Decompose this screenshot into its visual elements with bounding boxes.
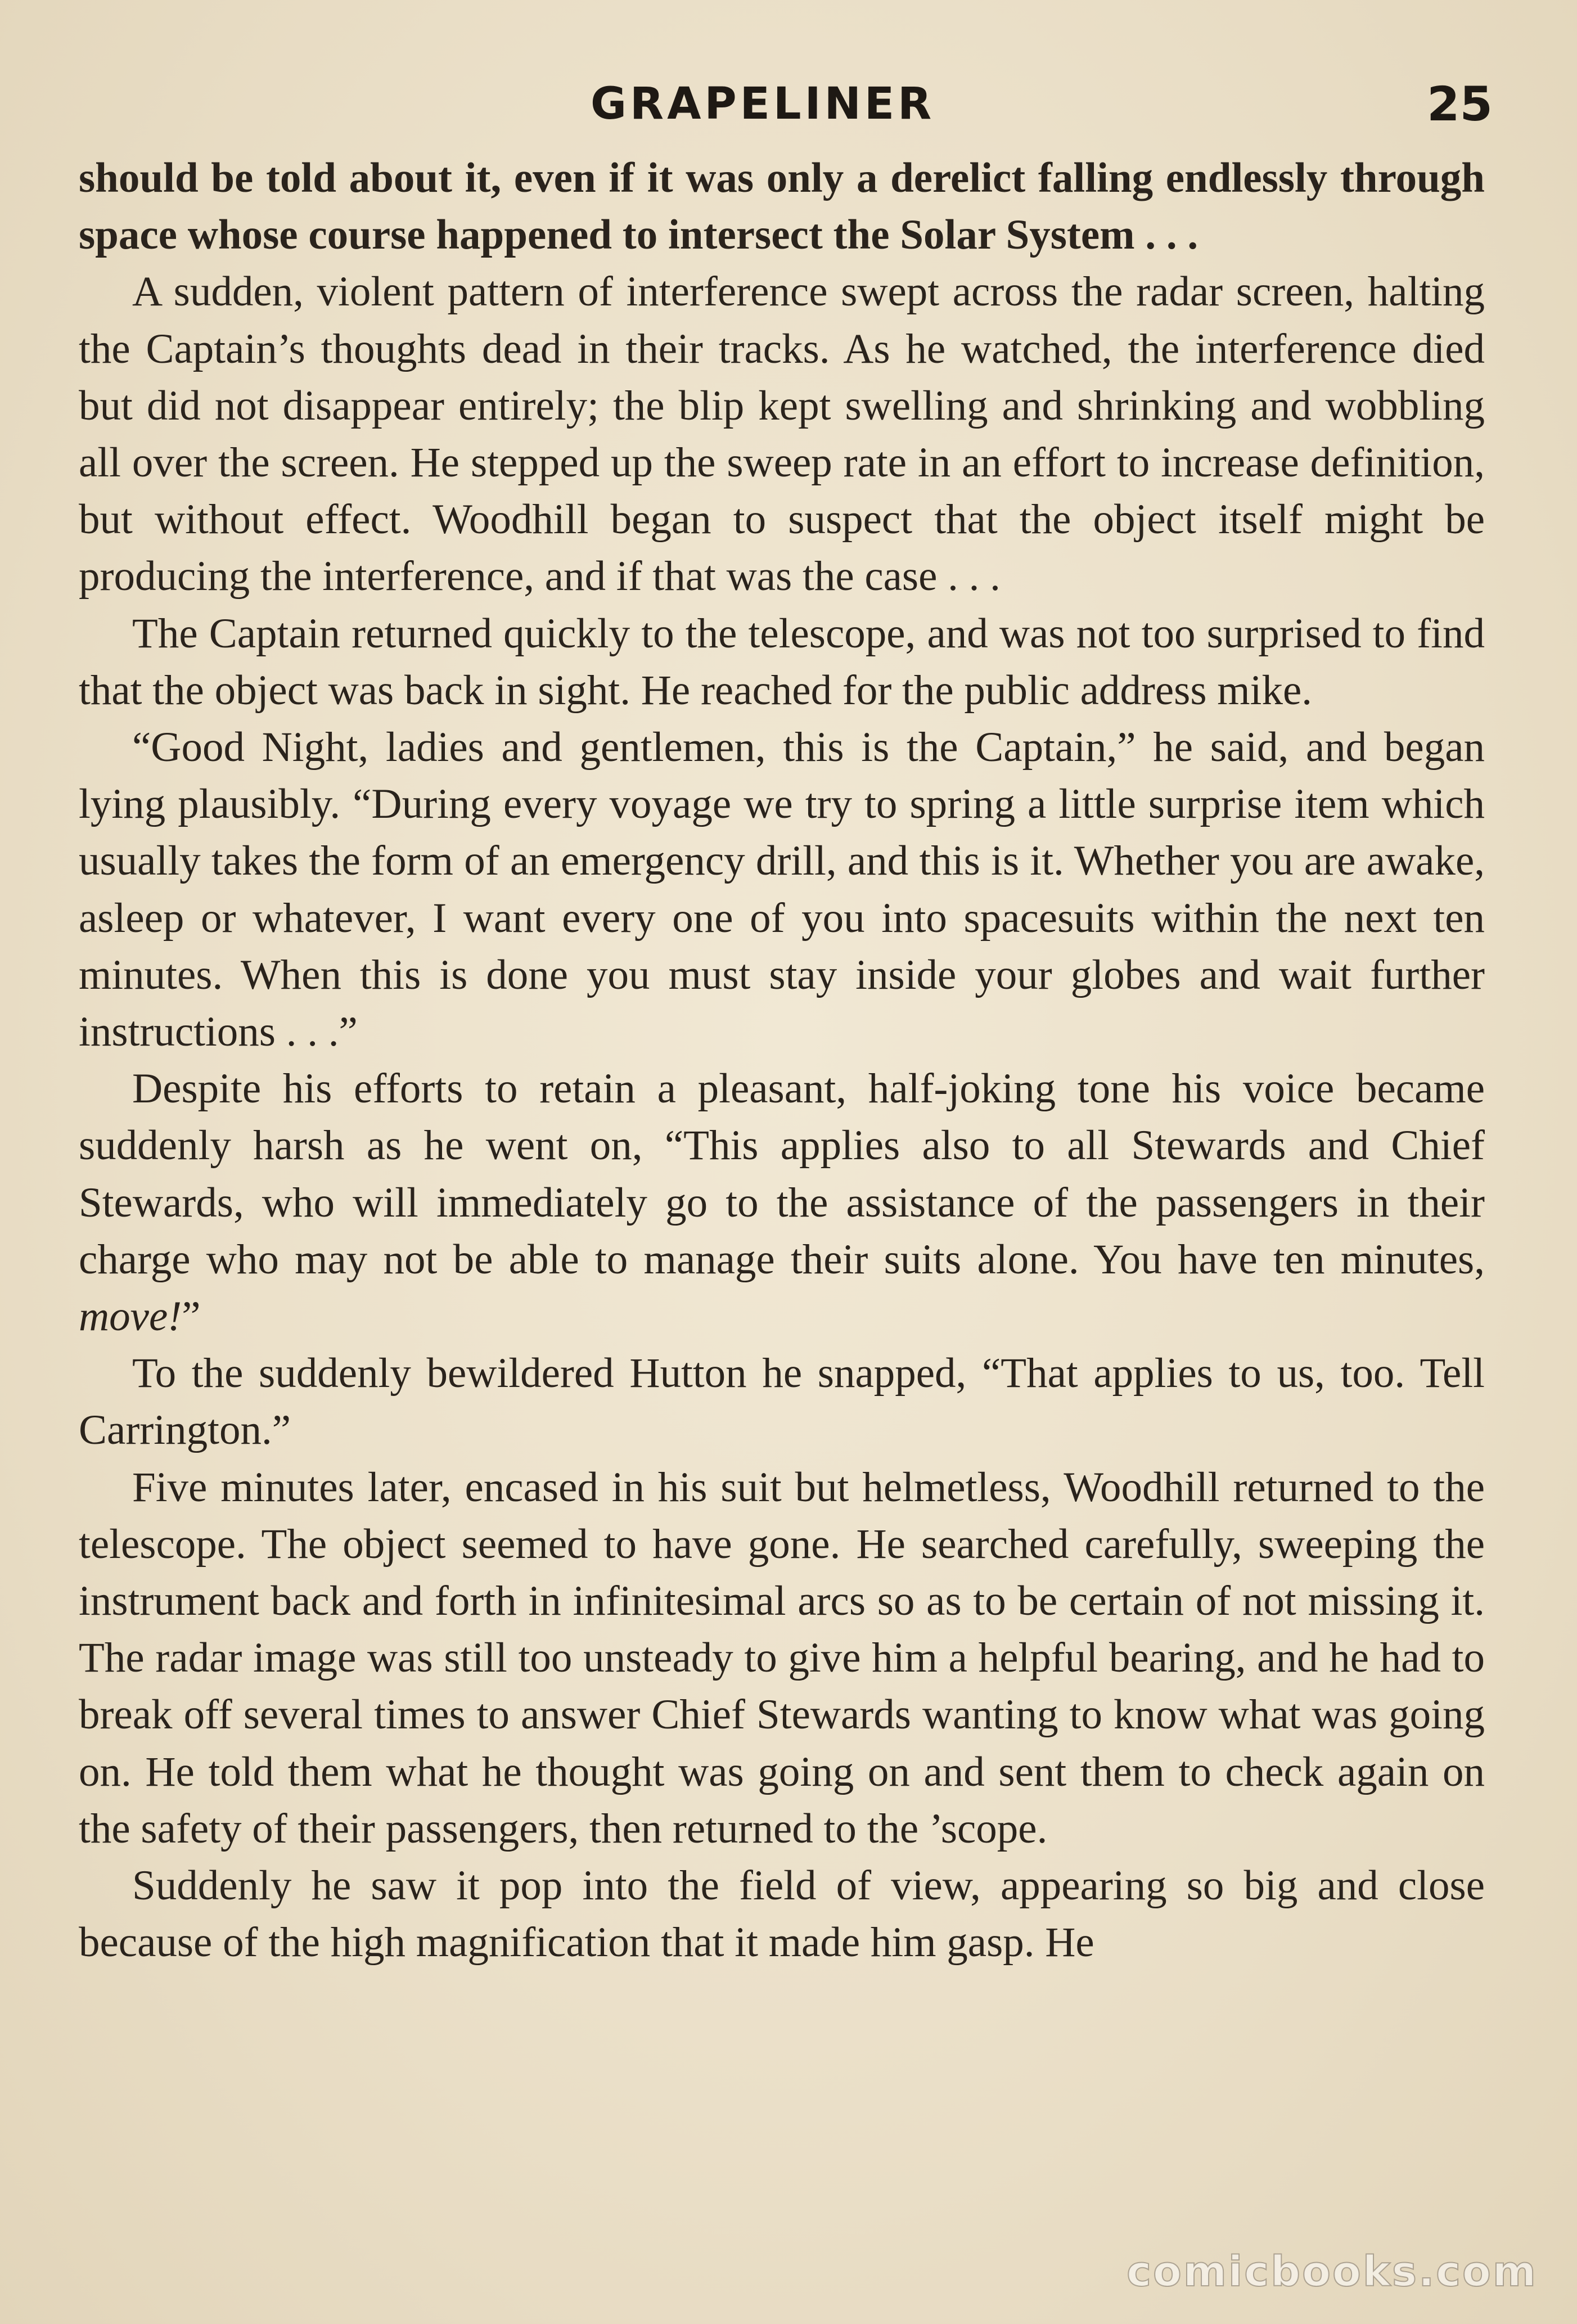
paragraph-1: should be told about it, even if it was only a derelict falling endlessly through space whose course happened to intersect the Solar System . . . xyxy=(79,155,1485,259)
page-header xyxy=(0,76,1577,132)
running-title: GRAPELINER xyxy=(591,79,935,129)
paragraph-4: “Good Night, ladies and gentlemen, this is the Captain,” he said, and began lying plausibly. “During every voyage we try to spring a little surprise item which usually takes the form of an emergency drill, and this is it. Whether you are awake, asleep or whatever, I want every one of you into spacesuits within the next ten minutes. When this is done you must stay inside your globes and wait further instructions . . .” xyxy=(79,724,1485,1056)
paragraph-7: Five minutes later, encased in his suit but helmetless, Woodhill returned to the telescope. The object seemed to have gone. He searched carefully, sweeping the instrument back and forth in infinitesimal arcs so as to be certain of not missing it. The radar image was still too unsteady to give him a helpful bearing, and he had to break off several times to answer Chief Stewards wanting to know what was going on. He told them what he thought was going on and sent them to check again on the safety of their passengers, then returned to the ’scope. xyxy=(79,1463,1485,1852)
paragraph-2: A sudden, violent pattern of interference swept across the radar screen, halting the Captain’s thoughts dead in their tracks. As he watched, the interference died but did not disappear entirely; the blip kept swelling and shrinking and wobbling all over the screen. He stepped up the sweep rate in an effort to increase definition, but without effect. Woodhill began to suspect that the object itself might be producing the interference, and if that was the case . . . xyxy=(79,268,1485,600)
paragraph-5-text: Despite his efforts to retain a pleasant, half-joking tone his voice became suddenly harsh as he went on, “This applies also to all Stewards and Chief Stewards, who will immediately go to the assistance of the passengers in their charge who may not be able to manage their suits alone. You have ten minutes, xyxy=(79,1065,1485,1283)
paragraph-8: Suddenly he saw it pop into the field of view, appearing so big and close because of the high magnification that it made him gasp. He xyxy=(79,1862,1485,1966)
paragraph-3: The Captain returned quickly to the telescope, and was not too surprised to find that the object was back in sight. He reached for the public address mike. xyxy=(79,610,1485,714)
emphasis-move: move! xyxy=(79,1293,182,1340)
paragraph-5 xyxy=(79,1060,1485,1345)
page-number: 25 xyxy=(1427,76,1493,132)
watermark: comicbooks.com xyxy=(1127,2248,1538,2296)
paragraph-5-close-quote: ” xyxy=(182,1293,201,1340)
story-text xyxy=(79,150,1485,1971)
paragraph-6: To the suddenly bewildered Hutton he snapped, “That applies to us, too. Tell Carrington.” xyxy=(79,1350,1485,1454)
